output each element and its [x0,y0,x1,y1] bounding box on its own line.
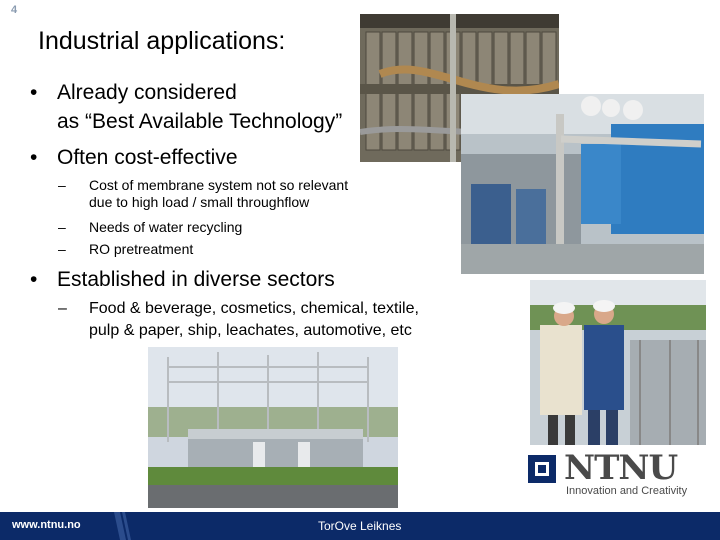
bullet-mark: • [30,268,38,291]
footer-url: www.ntnu.no [12,519,81,531]
logo-name: NTNU [564,448,678,488]
bullet-mark: • [30,146,38,169]
bullet-line: Often cost-effective [57,146,238,169]
logo-tagline: Innovation and Creativity [566,485,688,497]
ntnu-logo [528,448,708,502]
sub-bullet-line: Cost of membrane system not so relevant [89,177,349,193]
bullet-line: as “Best Available Technology” [57,110,343,133]
footer-author: TorOve Leiknes [318,519,402,533]
sub-bullet-mark: – [58,177,66,193]
ntnu-logo-icon [528,455,556,483]
bullet-line: Already considered [57,81,237,104]
treatment-plant-photo [461,94,704,274]
sub-bullet-mark: – [58,219,66,235]
sub-bullet-line: due to high load / small throughflow [89,194,310,210]
sub-bullet-line: Needs of water recycling [89,219,243,235]
sub-bullet-mark: – [58,300,67,317]
bullet-line: Established in diverse sectors [57,268,335,291]
outdoor-facility-photo [148,347,398,508]
footer-bar [0,512,720,540]
sub-bullet-line: Food & beverage, cosmetics, chemical, textile, [89,300,419,317]
sub-bullet-mark: – [58,241,66,257]
slide-title: Industrial applications: [38,27,286,55]
sub-bullet-line: pulp & paper, ship, leachates, automotive, etc [89,322,412,339]
two-engineers-photo [530,280,706,445]
sub-bullet-line: RO pretreatment [89,241,194,257]
slide-number: 4 [11,4,18,16]
footer-stripe-decoration [112,512,132,540]
bullet-mark: • [30,81,38,104]
